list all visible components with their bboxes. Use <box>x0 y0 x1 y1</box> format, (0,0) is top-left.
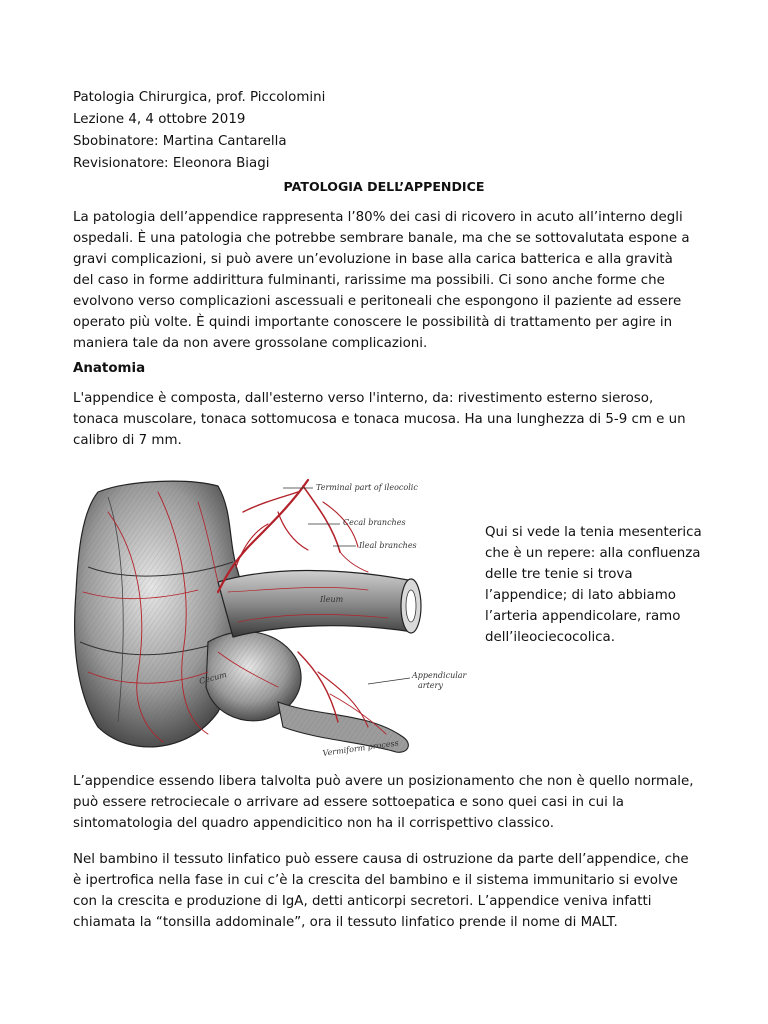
label-cecum: Cecum <box>198 669 228 686</box>
sbobinatore-line: Sbobinatore: Martina Cantarella <box>73 134 287 149</box>
lesson-header <box>73 87 325 175</box>
position-paragraph: L’appendice essendo libera talvolta può avere un posizionamento che non è quello normale, può essere retrociecale o arrivare ad essere sottoepatica e sono quei casi in cui la sintomatologia del quadro appendicitico non ha il corrispettivo classico. <box>73 774 694 831</box>
anatomy-heading: Anatomia <box>73 361 146 376</box>
figure-caption: Qui si vede la tenia mesenterica che è un repere: alla confluenza delle tre tenie si trova l’appendice; di lato abbiamo l’arteria appendicolare, ramo dell’ileociecocolica. <box>485 525 702 645</box>
document-title: PATOLOGIA DELL’APPENDICE <box>283 179 485 194</box>
intro-paragraph: La patologia dell’appendice rappresenta l’80% dei casi di ricovero in acuto all’interno degli ospedali. È una patologia che potrebbe sembrare banale, ma che se sottovalutata espone a gravi complicazioni, si può avere un’evoluzione in base alla carica batterica e alla gravità del caso in forme addirittura fulminanti, rarissime ma possibili. Ci sono anche forme che evolvono verso complicazioni ascessuali e peritoneali che espongono il paziente ad essere operato più volte. È quindi importante conoscere le possibilità di trattamento per agire in maniera tale da non avere grossolane complicazioni. <box>73 210 690 351</box>
label-cecal-branches: Cecal branches <box>343 518 406 527</box>
course-line: Patologia Chirurgica, prof. Piccolomini <box>73 90 326 105</box>
label-ileum: Ileum <box>320 595 344 604</box>
anatomy-paragraph: L'appendice è composta, dall'esterno verso l'interno, da: rivestimento esterno sieroso, tonaca muscolare, tonaca sottomucosa e tonaca mucosa. Ha una lunghezza di 5-9 cm e un calibro di 7 mm. <box>73 391 686 448</box>
label-ileal-branches: Ileal branches <box>359 541 417 550</box>
lesson-line: Lezione 4, 4 ottobre 2019 <box>73 112 246 127</box>
child-paragraph: Nel bambino il tessuto linfatico può essere causa di ostruzione da parte dell’appendice, che è ipertrofica nella fase in cui c’è la crescita del bambino e il sistema immunitario si evolve con la crescita e produzione di IgA, detti anticorpi secretori. L’appendice veniva infatti chiamata la “tonsilla addominale”, ora il tessuto linfatico prende il nome di MALT. <box>73 852 689 930</box>
label-appendicular: Appendicular <box>412 671 467 680</box>
revisionatore-line: Revisionatore: Eleonora Biagi <box>73 156 270 171</box>
appendix-anatomy-illustration <box>68 472 467 764</box>
label-artery: artery <box>418 681 443 690</box>
label-vermiform-process: Vermiform process <box>322 738 400 758</box>
label-terminal-ileocolic: Terminal part of ileocolic <box>316 483 418 492</box>
